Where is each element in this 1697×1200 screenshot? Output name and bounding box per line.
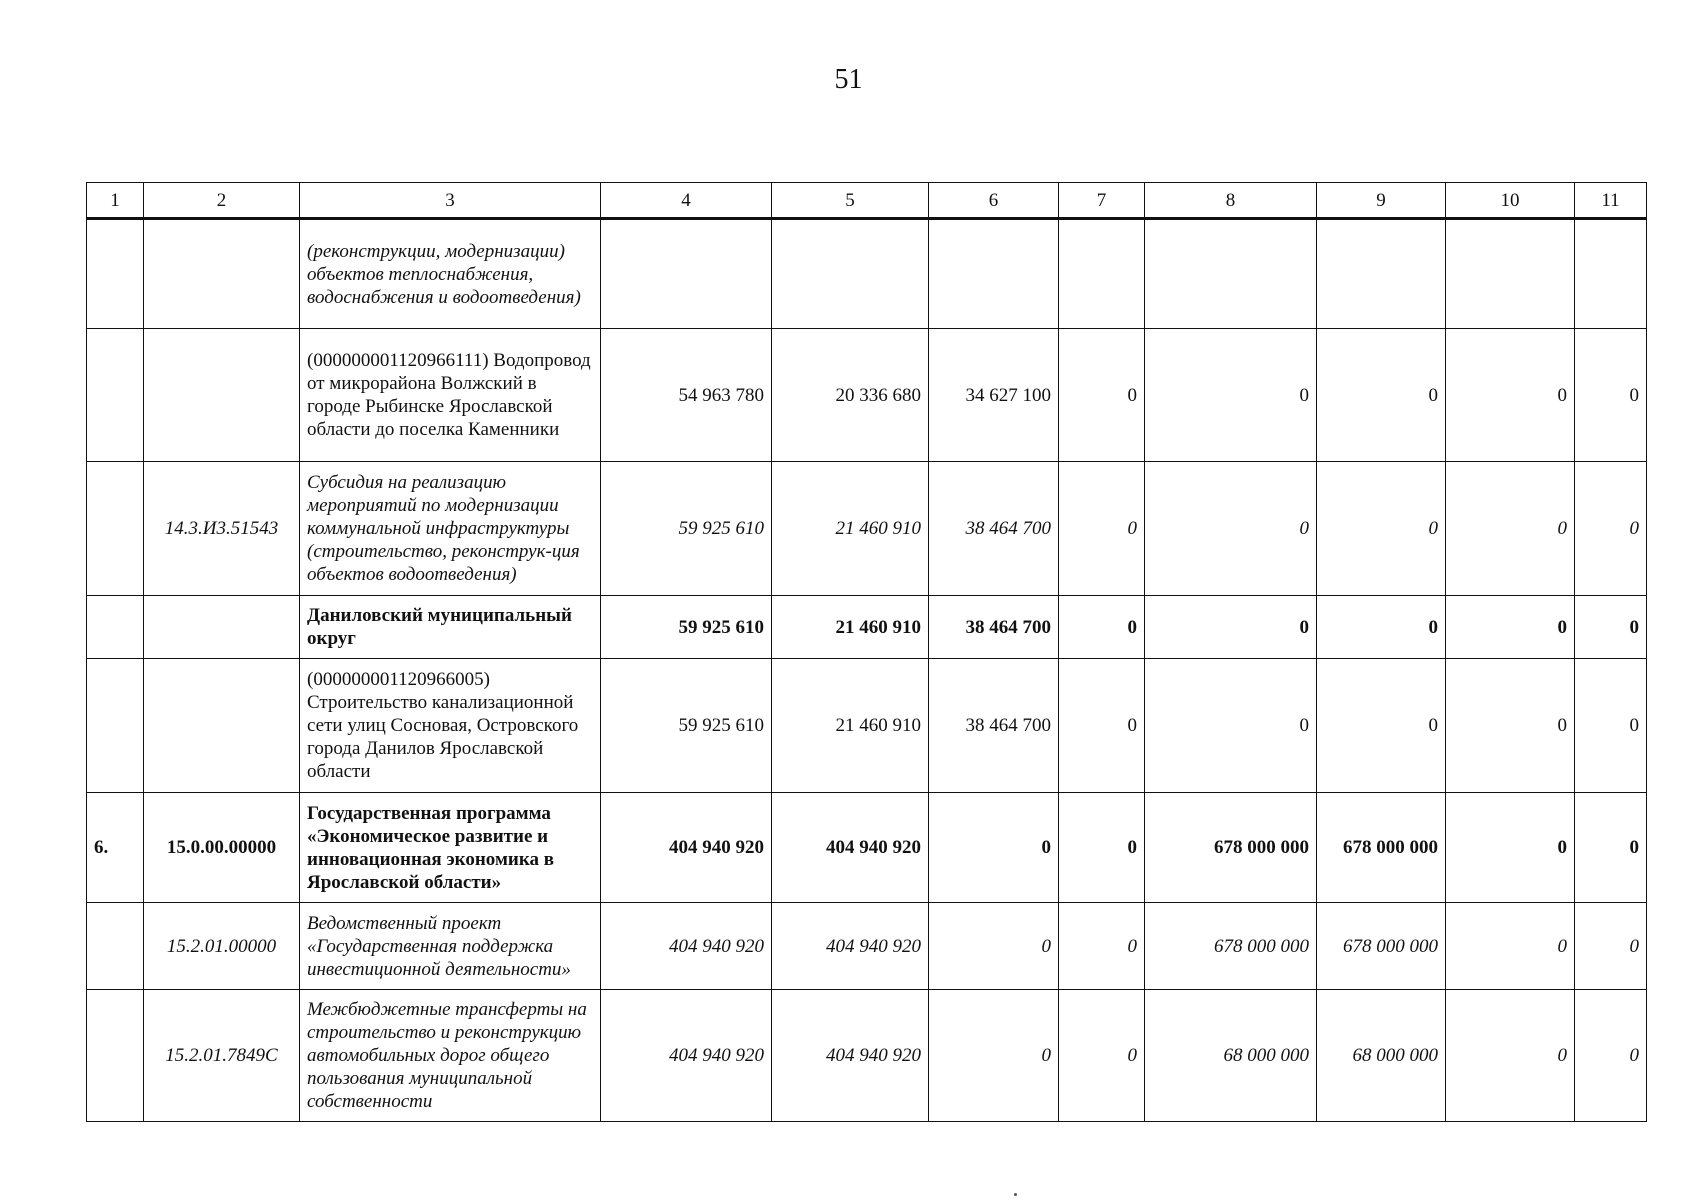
row-value-cell: 68 000 000 xyxy=(1317,990,1446,1122)
row-value-cell: 0 xyxy=(1575,659,1647,793)
row-code-cell xyxy=(144,596,300,659)
row-value-cell: 54 963 780 xyxy=(601,329,772,462)
row-code-cell xyxy=(144,329,300,462)
row-value-cell: 21 460 910 xyxy=(772,596,929,659)
row-value-cell: 0 xyxy=(1059,903,1145,990)
table-row xyxy=(87,219,1647,329)
row-name-cell: (реконструкции, модернизации) объектов теплоснабжения, водоснабжения и водоотведения) xyxy=(300,219,601,329)
table-row xyxy=(87,596,1647,659)
row-value-cell: 59 925 610 xyxy=(601,596,772,659)
row-code-cell: 15.2.01.7849С xyxy=(144,990,300,1122)
row-value-cell: 0 xyxy=(1059,659,1145,793)
column-number: 5 xyxy=(772,183,929,219)
table-row xyxy=(87,462,1647,596)
row-name-cell: Межбюджетные трансферты на строительство и реконструкцию автомобильных дорог общего пользования муниципальной собственности xyxy=(300,990,601,1122)
row-code-cell xyxy=(144,659,300,793)
row-value-cell xyxy=(1446,219,1575,329)
row-name-cell: (000000001120966005) Строительство канализационной сети улиц Сосновая, Островского города Данилов Ярославской области xyxy=(300,659,601,793)
row-value-cell: 0 xyxy=(1317,329,1446,462)
row-value-cell: 0 xyxy=(1446,329,1575,462)
row-value-cell: 0 xyxy=(1446,990,1575,1122)
row-value-cell: 678 000 000 xyxy=(1145,793,1317,903)
row-number-cell xyxy=(87,219,144,329)
row-value-cell: 0 xyxy=(1446,903,1575,990)
row-value-cell xyxy=(772,219,929,329)
row-value-cell: 404 940 920 xyxy=(601,990,772,1122)
row-value-cell xyxy=(1145,219,1317,329)
row-value-cell: 678 000 000 xyxy=(1145,903,1317,990)
row-value-cell: 0 xyxy=(1059,329,1145,462)
column-number: 1 xyxy=(87,183,144,219)
row-code-cell xyxy=(144,219,300,329)
row-value-cell: 0 xyxy=(1059,596,1145,659)
row-value-cell: 0 xyxy=(1446,659,1575,793)
column-number: 6 xyxy=(929,183,1059,219)
row-value-cell: 0 xyxy=(1317,462,1446,596)
row-value-cell: 0 xyxy=(1575,793,1647,903)
column-number: 2 xyxy=(144,183,300,219)
row-number-cell xyxy=(87,659,144,793)
table-row xyxy=(87,793,1647,903)
row-value-cell: 68 000 000 xyxy=(1145,990,1317,1122)
row-value-cell: 0 xyxy=(1575,329,1647,462)
row-value-cell: 0 xyxy=(1059,990,1145,1122)
column-number: 11 xyxy=(1575,183,1647,219)
table-row xyxy=(87,329,1647,462)
table-row xyxy=(87,903,1647,990)
row-value-cell: 38 464 700 xyxy=(929,596,1059,659)
row-value-cell: 0 xyxy=(929,903,1059,990)
row-name-cell: Субсидия на реализацию мероприятий по модернизации коммунальной инфраструктуры (строительство, реконструк-ция объектов водоотведения) xyxy=(300,462,601,596)
row-value-cell: 0 xyxy=(1145,659,1317,793)
budget-table xyxy=(86,182,1647,1122)
row-value-cell: 38 464 700 xyxy=(929,659,1059,793)
table-row xyxy=(87,990,1647,1122)
row-number-cell xyxy=(87,903,144,990)
row-value-cell: 59 925 610 xyxy=(601,659,772,793)
row-value-cell: 0 xyxy=(1575,462,1647,596)
row-number-cell xyxy=(87,596,144,659)
column-number: 7 xyxy=(1059,183,1145,219)
row-code-cell: 15.2.01.00000 xyxy=(144,903,300,990)
row-value-cell: 0 xyxy=(1317,659,1446,793)
row-value-cell: 404 940 920 xyxy=(772,793,929,903)
row-value-cell: 404 940 920 xyxy=(601,793,772,903)
row-value-cell: 0 xyxy=(929,793,1059,903)
row-value-cell: 20 336 680 xyxy=(772,329,929,462)
row-value-cell: 678 000 000 xyxy=(1317,903,1446,990)
row-value-cell xyxy=(1059,219,1145,329)
row-value-cell xyxy=(601,219,772,329)
row-value-cell: 0 xyxy=(929,990,1059,1122)
row-value-cell: 0 xyxy=(1575,903,1647,990)
row-number-cell xyxy=(87,462,144,596)
column-number: 9 xyxy=(1317,183,1446,219)
scan-speck xyxy=(1014,1193,1017,1196)
row-code-cell: 15.0.00.00000 xyxy=(144,793,300,903)
row-value-cell: 678 000 000 xyxy=(1317,793,1446,903)
row-value-cell: 404 940 920 xyxy=(601,903,772,990)
row-value-cell: 404 940 920 xyxy=(772,903,929,990)
row-value-cell: 0 xyxy=(1317,596,1446,659)
row-value-cell: 21 460 910 xyxy=(772,462,929,596)
row-value-cell: 0 xyxy=(1059,793,1145,903)
row-name-cell: Ведомственный проект «Государственная поддержка инвестиционной деятельности» xyxy=(300,903,601,990)
row-value-cell: 404 940 920 xyxy=(772,990,929,1122)
column-number: 8 xyxy=(1145,183,1317,219)
page-number: 51 xyxy=(834,64,863,95)
row-name-cell: (000000001120966111) Водопровод от микрорайона Волжский в городе Рыбинске Ярославской области до поселка Каменники xyxy=(300,329,601,462)
row-name-cell: Даниловский муниципальный округ xyxy=(300,596,601,659)
row-value-cell: 0 xyxy=(1145,329,1317,462)
row-value-cell: 0 xyxy=(1145,462,1317,596)
row-value-cell: 0 xyxy=(1059,462,1145,596)
column-number: 10 xyxy=(1446,183,1575,219)
row-value-cell: 38 464 700 xyxy=(929,462,1059,596)
row-value-cell: 34 627 100 xyxy=(929,329,1059,462)
row-value-cell xyxy=(1317,219,1446,329)
row-value-cell: 0 xyxy=(1446,793,1575,903)
table-body xyxy=(87,219,1647,1122)
row-number-cell xyxy=(87,990,144,1122)
row-code-cell: 14.3.И3.51543 xyxy=(144,462,300,596)
row-value-cell xyxy=(929,219,1059,329)
row-value-cell: 21 460 910 xyxy=(772,659,929,793)
table-row xyxy=(87,659,1647,793)
row-number-cell xyxy=(87,329,144,462)
row-value-cell xyxy=(1575,219,1647,329)
row-value-cell: 0 xyxy=(1446,462,1575,596)
row-number-cell: 6. xyxy=(87,793,144,903)
row-value-cell: 59 925 610 xyxy=(601,462,772,596)
row-name-cell: Государственная программа «Экономическое развитие и инновационная экономика в Ярославской области» xyxy=(300,793,601,903)
row-value-cell: 0 xyxy=(1446,596,1575,659)
row-value-cell: 0 xyxy=(1575,990,1647,1122)
column-number: 4 xyxy=(601,183,772,219)
column-number: 3 xyxy=(300,183,601,219)
column-number-row xyxy=(87,183,1647,219)
row-value-cell: 0 xyxy=(1575,596,1647,659)
row-value-cell: 0 xyxy=(1145,596,1317,659)
